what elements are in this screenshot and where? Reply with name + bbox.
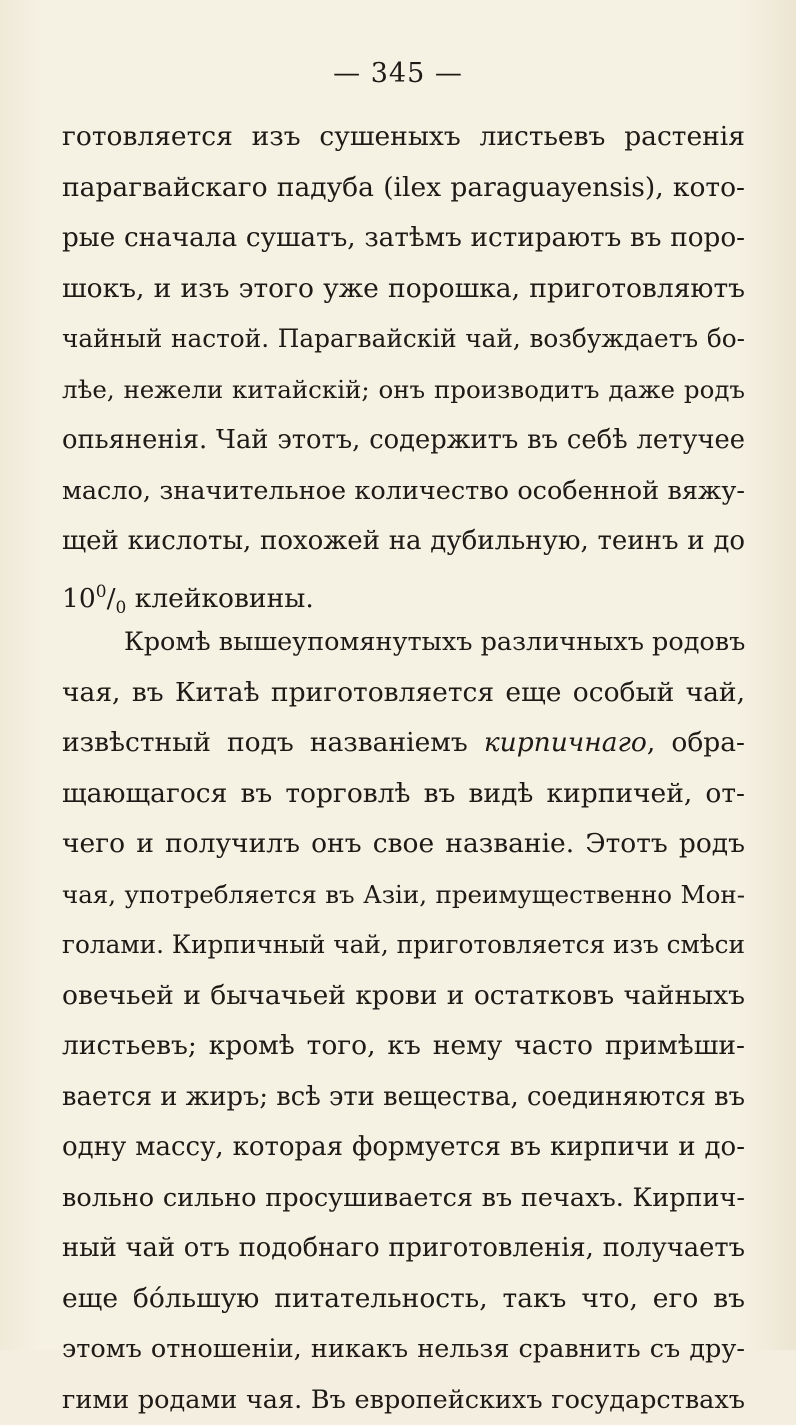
text-line: чего и получилъ онъ свое названіе. Этотъ родъ xyxy=(62,819,745,870)
text-line-emphasis xyxy=(62,718,745,769)
text-line: рые сначала сушатъ, затѣмъ истираютъ въ поро- xyxy=(62,213,745,264)
body-text xyxy=(62,112,745,1425)
text-line: шокъ, и изъ этого уже порошка, приготовляютъ xyxy=(62,264,745,315)
text-line: парагвайскаго падуба (ilex paraguayensis), кото- xyxy=(62,163,745,214)
text-line: вается и жиръ; всѣ эти вещества, соединяются въ xyxy=(62,1072,745,1123)
text-line: чая, въ Китаѣ приготовляется еще особый чай, xyxy=(62,668,745,719)
italic-term: кирпичнаго xyxy=(484,727,647,758)
percent-number: 10 xyxy=(62,582,96,613)
text-line: готовляется изъ сушеныхъ листьевъ растенія xyxy=(62,112,745,163)
percent-slash: / xyxy=(107,582,116,613)
text-line: этомъ отношеніи, никакъ нельзя сравнить съ дру- xyxy=(62,1324,745,1375)
text-line: опьяненія. Чай этотъ, содержитъ въ себѣ летучее xyxy=(62,415,745,466)
paragraph-start-line: Кромѣ вышеупомянутыхъ различныхъ родовъ xyxy=(62,617,745,668)
text-line: листьевъ; кромѣ того, къ нему часто примѣши- xyxy=(62,1021,745,1072)
page-number: — 345 — xyxy=(0,58,796,89)
percent-sub: 0 xyxy=(116,598,127,618)
text-line: ный чай отъ подобнаго приготовленія, получаетъ xyxy=(62,1223,745,1274)
text-line: щей кислоты, похожей на дубильную, теинъ и до xyxy=(62,516,745,567)
text-line: лѣе, нежели китайскій; онъ производитъ даже родъ xyxy=(62,365,745,416)
text-line: масло, значительное количество особенной вяжу- xyxy=(62,466,745,517)
text-fragment: клейковины. xyxy=(126,582,313,613)
text-line: чая, употребляется въ Азіи, преимущественно Мон- xyxy=(62,870,745,921)
text-line-percent xyxy=(62,567,745,618)
text-fragment: , обра- xyxy=(647,727,745,758)
text-line: щающагося въ торговлѣ въ видѣ кирпичей, от- xyxy=(62,769,745,820)
text-line: голами. Кирпичный чай, приготовляется изъ смѣси xyxy=(62,920,745,971)
text-line: одну массу, которая формуется въ кирпичи и до- xyxy=(62,1122,745,1173)
percent-sup: 0 xyxy=(96,582,107,602)
text-line: еще бóльшую питательность, такъ что, его въ xyxy=(62,1274,745,1325)
text-line: вольно сильно просушивается въ печахъ. Кирпич- xyxy=(62,1173,745,1224)
text-line: чайный настой. Парагвайскій чай, возбуждаетъ бо- xyxy=(62,314,745,365)
text-line: гими родами чая. Въ европейскихъ государствахъ xyxy=(62,1375,745,1425)
text-line: овечьей и бычачьей крови и остатковъ чайныхъ xyxy=(62,971,745,1022)
text-fragment: извѣстный подъ названіемъ xyxy=(62,727,484,758)
